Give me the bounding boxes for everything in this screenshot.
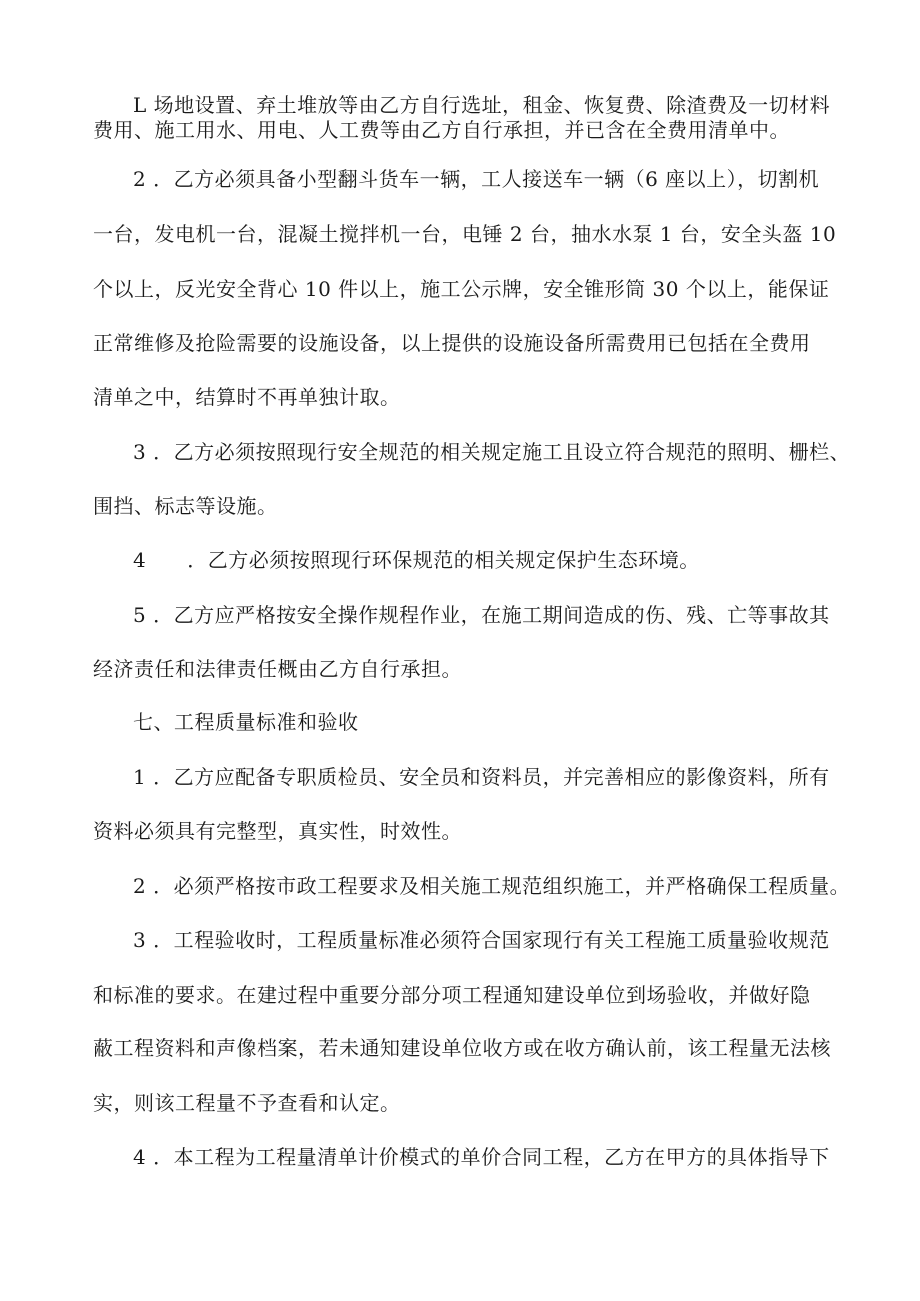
text-line: 围挡、标志等设施。 (93, 494, 278, 518)
text-line: 资料必须具有完整型，真实性，时效性。 (93, 819, 462, 843)
text-line: L 场地设置、弃土堆放等由乙方自行选址，租金、恢复费、除渣费及一切材料 (133, 93, 831, 117)
text-line: 费用、施工用水、用电、人工费等由乙方自行承担，并已含在全费用清单中。 (93, 118, 790, 142)
text-line: 3 ．工程验收时，工程质量标准必须符合国家现行有关工程施工质量验收规范 (133, 928, 830, 952)
text-line: 清单之中，结算时不再单独计取。 (93, 385, 401, 409)
text-line: 5 ．乙方应严格按安全操作规程作业，在施工期间造成的伤、残、亡等事故其 (133, 603, 830, 627)
text-line: 个以上，反光安全背心 10 件以上，施工公示牌，安全锥形筒 30 个以上，能保证 (93, 277, 830, 301)
text-line: 4 ．本工程为工程量清单计价模式的单价合同工程，乙方在甲方的具体指导下 (133, 1145, 830, 1169)
text-line: 3 ．乙方必须按照现行安全规范的相关规定施工且设立符合规范的照明、栅栏、 (133, 440, 851, 464)
text-line: 经济责任和法律责任概由乙方自行承担。 (93, 657, 462, 681)
text-line: 正常维修及抢险需要的设施设备，以上提供的设施设备所需费用已包括在全费用 (93, 331, 811, 355)
text-line: 蔽工程资料和声像档案，若未通知建设单位收方或在收方确认前，该工程量无法核 (93, 1036, 831, 1060)
text-line: 2 ．必须严格按市政工程要求及相关施工规范组织施工，并严格确保工程质量。 (133, 874, 851, 898)
text-line: 和标准的要求。在建过程中重要分部分项工程通知建设单位到场验收，并做好隐 (93, 983, 811, 1007)
text-line: 实，则该工程量不予查看和认定。 (93, 1091, 401, 1115)
text-line: 1 ．乙方应配备专职质检员、安全员和资料员，并完善相应的影像资料，所有 (133, 765, 830, 789)
section-heading: 七、工程质量标准和验收 (133, 710, 359, 734)
text-line: 一台，发电机一台，混凝土搅拌机一台，电锤 2 台，抽水水泵 1 台，安全头盔 10 (93, 222, 837, 246)
text-line: 4 ．乙方必须按照现行环保规范的相关规定保护生态环境。 (133, 548, 700, 572)
text-line: 2 ．乙方必须具备小型翻斗货车一辆，工人接送车一辆（6 座以上），切割机 (133, 167, 820, 191)
